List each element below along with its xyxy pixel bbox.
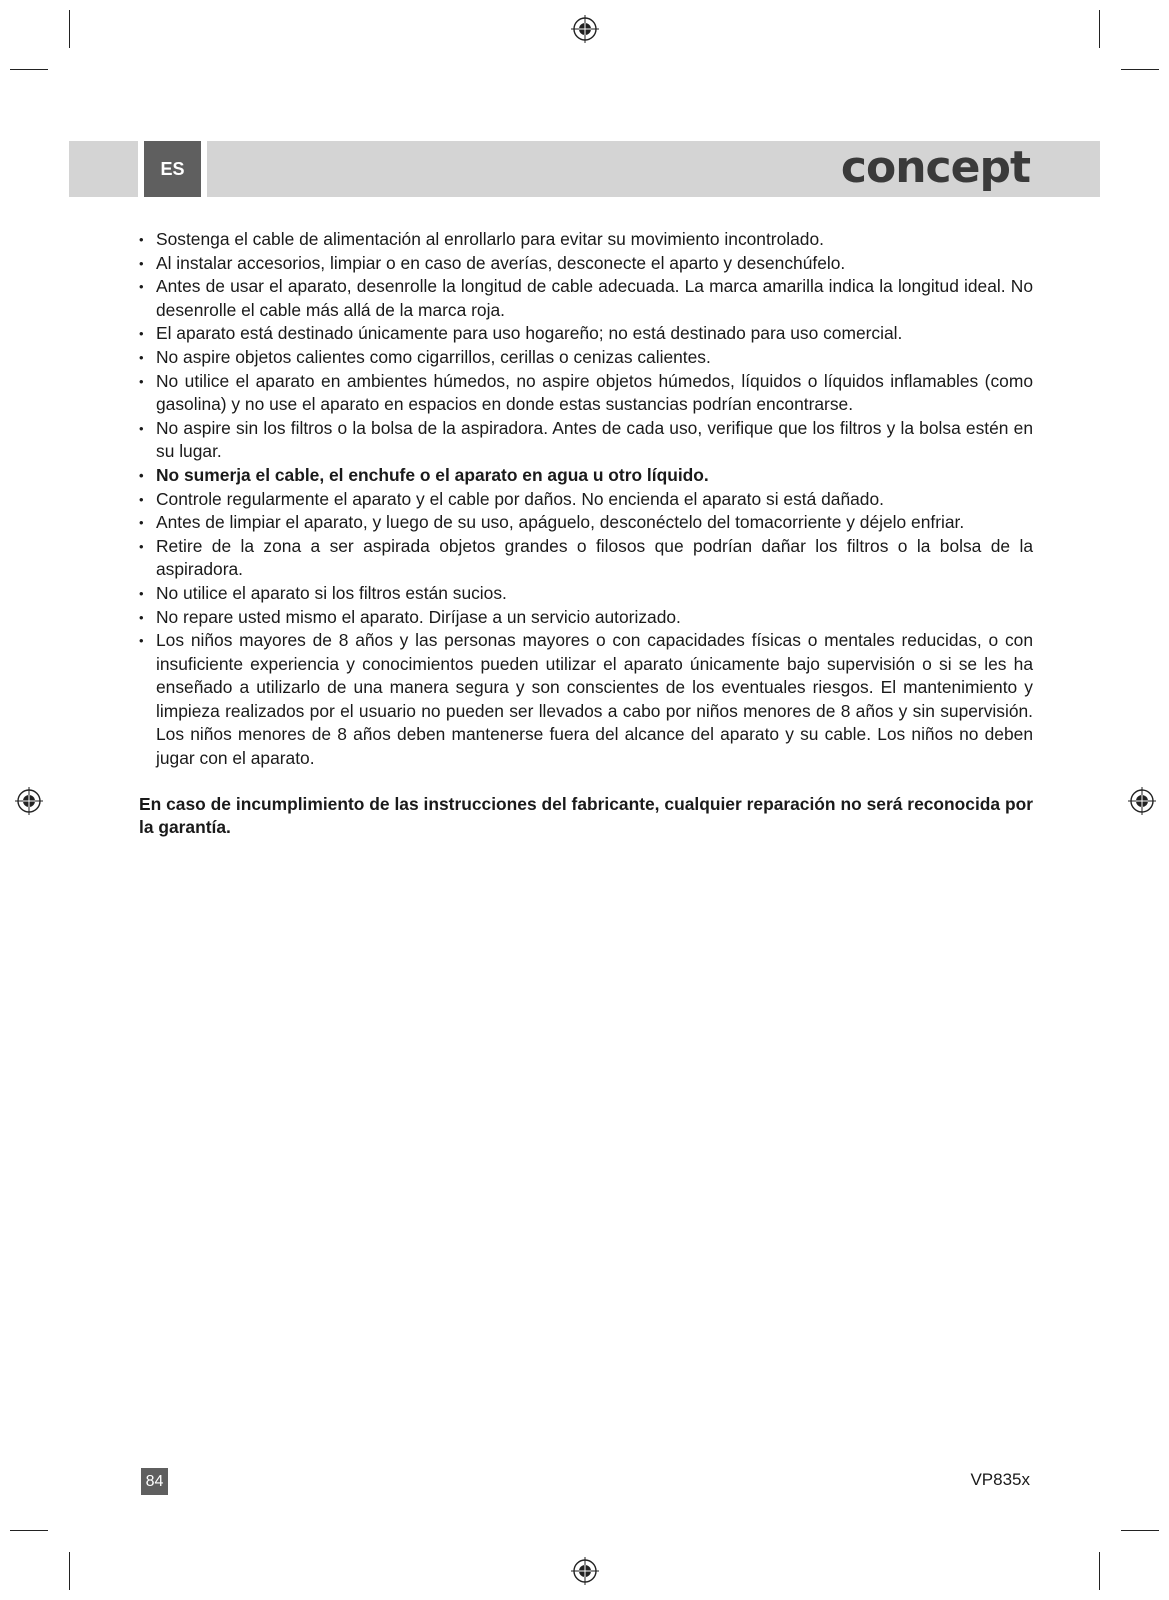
instruction-list bbox=[139, 228, 1033, 771]
registration-mark-icon bbox=[1127, 786, 1157, 816]
list-item: • El aparato está destinado únicamente para uso hogareño; no está destinado para uso comercial. bbox=[139, 322, 1033, 346]
registration-mark-icon bbox=[570, 14, 600, 44]
language-label: ES bbox=[160, 158, 185, 179]
crop-mark bbox=[1121, 69, 1159, 70]
list-item: • No utilice el aparato en ambientes húmedos, no aspire objetos húmedos, líquidos o líquidos inflamables (como gasolina) y no use el aparato en espacios en donde estas sustancias podrían encontrarse. bbox=[139, 370, 1033, 417]
header-divider bbox=[201, 141, 207, 197]
registration-mark-icon bbox=[570, 1556, 600, 1586]
list-item: • Sostenga el cable de alimentación al enrollarlo para evitar su movimiento incontrolado. bbox=[139, 228, 1033, 252]
list-item: • No aspire sin los filtros o la bolsa de la aspiradora. Antes de cada uso, verifique que los filtros y la bolsa estén en su lugar. bbox=[139, 417, 1033, 464]
crop-mark bbox=[1121, 1530, 1159, 1531]
crop-mark bbox=[69, 10, 70, 48]
list-item: • Retire de la zona a ser aspirada objetos grandes o filosos que podrían dañar los filtros o la bolsa de la aspiradora. bbox=[139, 535, 1033, 582]
model-number: VP835x bbox=[970, 1470, 1030, 1489]
list-item: • Controle regularmente el aparato y el cable por daños. No encienda el aparato si está dañado. bbox=[139, 488, 1033, 512]
page-number-label: 84 bbox=[145, 1472, 164, 1490]
list-item: • No utilice el aparato si los filtros están sucios. bbox=[139, 582, 1033, 606]
crop-mark bbox=[1099, 10, 1100, 48]
warranty-notice: En caso de incumplimiento de las instrucciones del fabricante, cualquier reparación no será reconocida por la garantía. bbox=[139, 793, 1033, 838]
crop-mark bbox=[10, 1530, 48, 1531]
list-item: • No sumerja el cable, el enchufe o el aparato en agua u otro líquido. bbox=[139, 464, 1033, 488]
list-item: • Antes de usar el aparato, desenrolle la longitud de cable adecuada. La marca amarilla indica la longitud ideal. No desenrolle el cable más allá de la marca roja. bbox=[139, 275, 1033, 322]
list-item: • Al instalar accesorios, limpiar o en caso de averías, desconecte el aparto y desenchúfelo. bbox=[139, 252, 1033, 276]
registration-mark-icon bbox=[14, 786, 44, 816]
crop-mark bbox=[1099, 1552, 1100, 1590]
page-number bbox=[141, 1468, 168, 1495]
language-tab bbox=[144, 141, 201, 197]
brand-logo: concept bbox=[840, 142, 1030, 193]
crop-mark bbox=[69, 1552, 70, 1590]
list-item: • Los niños mayores de 8 años y las personas mayores o con capacidades físicas o mentales reducidas, o con insuficiente experiencia y conocimientos pueden utilizar el aparato únicamente bajo supervisión o si se les ha enseñado a utilizarlo de una manera segura y son conscientes de los eventuales riesgos. El mantenimiento y limpieza realizados por el usuario no pueden ser llevados a cabo por niños menores de 8 años y sin supervisión. Los niños menores de 8 años deben mantenerse fuera del alcance del aparato y su cable. Los niños no deben jugar con el aparato. bbox=[139, 629, 1033, 771]
safety-instructions bbox=[139, 228, 1033, 857]
list-item: • No aspire objetos calientes como cigarrillos, cerillas o cenizas calientes. bbox=[139, 346, 1033, 370]
crop-mark bbox=[10, 69, 48, 70]
list-item: • No repare usted mismo el aparato. Diríjase a un servicio autorizado. bbox=[139, 606, 1033, 630]
list-item: • Antes de limpiar el aparato, y luego de su uso, apáguelo, desconéctelo del tomacorriente y déjelo enfriar. bbox=[139, 511, 1033, 535]
